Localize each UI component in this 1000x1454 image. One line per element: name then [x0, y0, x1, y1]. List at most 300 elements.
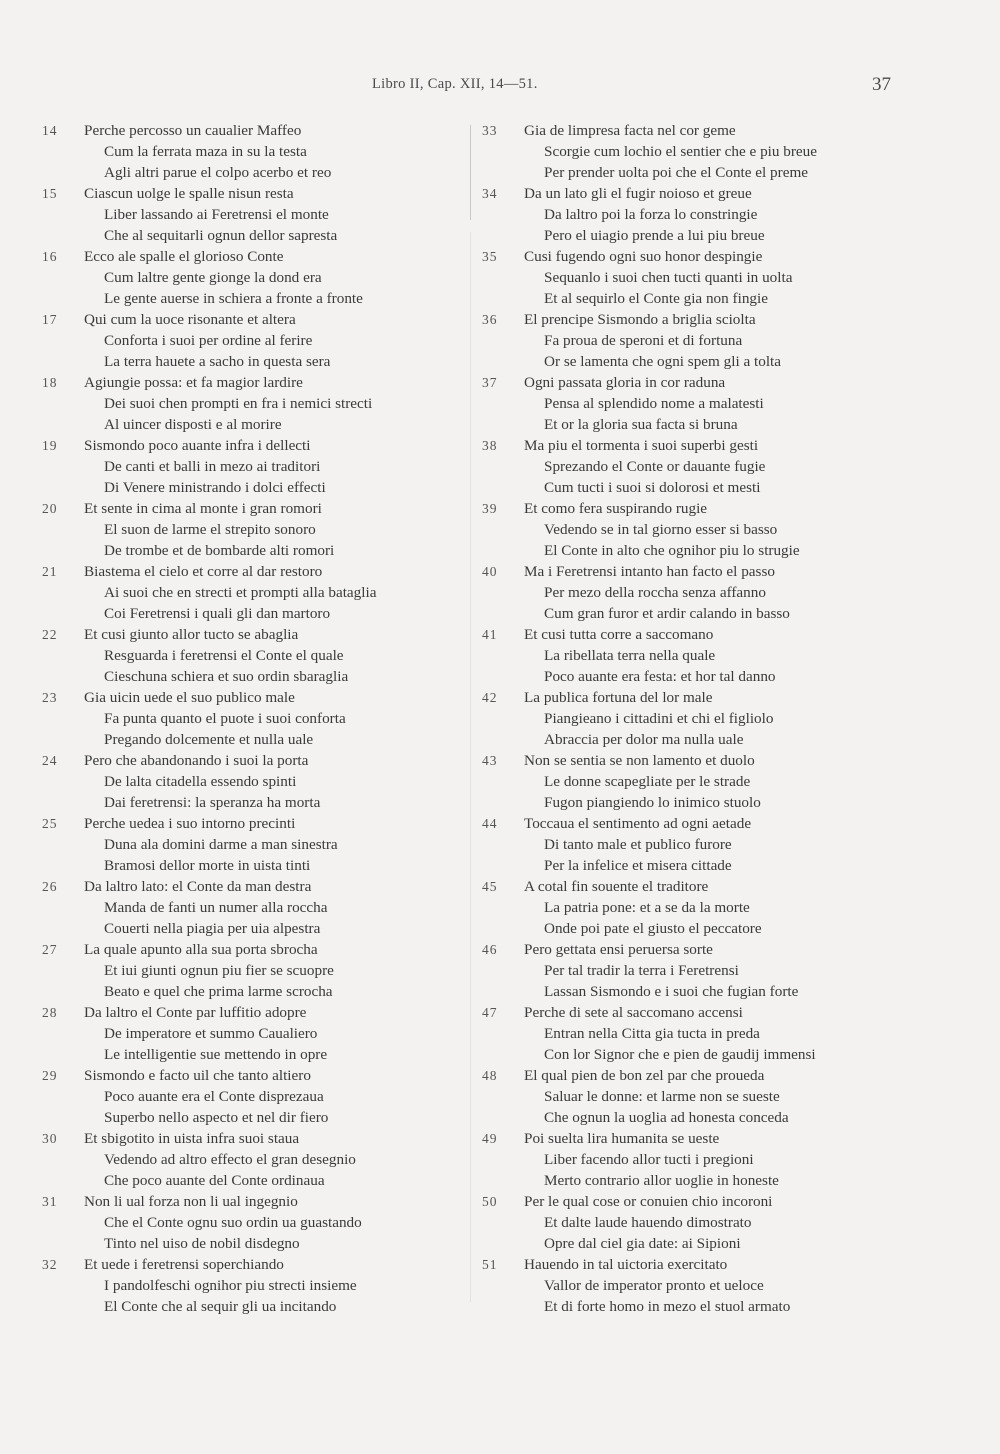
- verse-text: A cotal fin souente el traditore: [524, 878, 709, 895]
- running-head: Libro II, Cap. XII, 14—51.: [372, 76, 538, 92]
- verse-line: [42, 183, 472, 204]
- verse-text: Duna ala domini darme a man sinestra: [104, 836, 338, 853]
- stanza-number: 17: [42, 312, 58, 327]
- verse-line: [42, 372, 472, 393]
- verse-text: Et iui giunti ognun piu fier se scuopre: [104, 962, 334, 979]
- stanza-number: 30: [42, 1131, 58, 1146]
- stanza: [42, 120, 472, 183]
- verse-text: Pero gettata ensi peruersa sorte: [524, 941, 713, 958]
- verse-line: [42, 519, 472, 540]
- verse-text: Coi Feretrensi i quali gli dan martoro: [104, 605, 331, 622]
- verse-text: De canti et balli in mezo ai traditori: [104, 458, 321, 475]
- stanza: [42, 183, 472, 246]
- verse-line: [482, 435, 922, 456]
- verse-text: Ma piu el tormenta i suoi superbi gesti: [524, 437, 759, 454]
- verse-text: Cusi fugendo ogni suo honor despingie: [524, 248, 763, 265]
- stanza: [42, 435, 472, 498]
- verse-line: [42, 624, 472, 645]
- verse-text: Tinto nel uiso de nobil disdegno: [104, 1235, 300, 1252]
- verse-line: [482, 1002, 922, 1023]
- verse-line: [42, 1191, 472, 1212]
- verse-text: Scorgie cum lochio el sentier che e piu breue: [544, 143, 817, 160]
- verse-text: Da laltro el Conte par luffitio adopre: [84, 1004, 307, 1021]
- verse-text: Fa punta quanto el puote i suoi conforta: [104, 710, 346, 727]
- verse-text: De imperatore et summo Caualiero: [104, 1025, 318, 1042]
- stanza: [482, 624, 922, 687]
- verse-line: [42, 582, 472, 603]
- stanza: [42, 372, 472, 435]
- verse-line: [42, 960, 472, 981]
- stanza: [42, 687, 472, 750]
- verse-text: Ciascun uolge le spalle nisun resta: [84, 185, 294, 202]
- verse-text: Resguarda i feretrensi el Conte el quale: [104, 647, 344, 664]
- verse-line: [482, 393, 922, 414]
- verse-line: [42, 771, 472, 792]
- verse-text: Le donne scapegliate per le strade: [544, 773, 751, 790]
- verse-line: [482, 1044, 922, 1065]
- verse-text: Per le qual cose or conuien chio incoroni: [524, 1193, 773, 1210]
- verse-line: [482, 1128, 922, 1149]
- verse-text: La ribellata terra nella quale: [544, 647, 716, 664]
- stanza: [42, 1065, 472, 1128]
- verse-line: [482, 477, 922, 498]
- verse-text: Sequanlo i suoi chen tucti quanti in uolta: [544, 269, 793, 286]
- verse-line: [482, 540, 922, 561]
- verse-line: [42, 225, 472, 246]
- verse-line: [42, 498, 472, 519]
- verse-line: [482, 267, 922, 288]
- verse-line: [482, 309, 922, 330]
- stanza-number: 32: [42, 1257, 58, 1272]
- verse-line: [482, 372, 922, 393]
- verse-line: [482, 981, 922, 1002]
- verse-line: [482, 876, 922, 897]
- verse-line: [42, 981, 472, 1002]
- verse-text: Che al sequitarli ognun dellor sapresta: [104, 227, 338, 244]
- stanza-number: 46: [482, 942, 498, 957]
- stanza-number: 16: [42, 249, 58, 264]
- verse-text: Che el Conte ognu suo ordin ua guastando: [104, 1214, 362, 1231]
- verse-line: [482, 246, 922, 267]
- verse-text: Couerti nella piagia per uia alpestra: [104, 920, 321, 937]
- stanza-number: 39: [482, 501, 498, 516]
- verse-text: Et cusi giunto allor tucto se abaglia: [84, 626, 299, 643]
- verse-text: Et or la gloria sua facta si bruna: [544, 416, 738, 433]
- verse-text: Sismondo poco auante infra i dellecti: [84, 437, 311, 454]
- verse-text: Al uincer disposti e al morire: [104, 416, 282, 433]
- stanza: [482, 1191, 922, 1254]
- stanza-number: 21: [42, 564, 58, 579]
- page-header: [0, 76, 1000, 100]
- verse-text: Vedendo ad altro effecto el gran desegnio: [104, 1151, 356, 1168]
- stanza-number: 31: [42, 1194, 58, 1209]
- stanza: [482, 939, 922, 1002]
- verse-line: [42, 1023, 472, 1044]
- verse-text: Hauendo in tal uictoria exercitato: [524, 1256, 728, 1273]
- verse-text: Opre dal ciel gia date: ai Sipioni: [544, 1235, 741, 1252]
- stanza: [482, 687, 922, 750]
- verse-text: Ogni passata gloria in cor raduna: [524, 374, 726, 391]
- verse-line: [482, 750, 922, 771]
- verse-text: Agli altri parue el colpo acerbo et reo: [104, 164, 332, 181]
- verse-line: [42, 288, 472, 309]
- verse-text: Per mezo della roccha senza affanno: [544, 584, 766, 601]
- verse-text: La quale apunto alla sua porta sbrocha: [84, 941, 318, 958]
- stanza: [42, 1002, 472, 1065]
- verse-line: [42, 540, 472, 561]
- verse-text: El Conte che al sequir gli ua incitando: [104, 1298, 337, 1315]
- verse-text: Perche di sete al saccomano accensi: [524, 1004, 743, 1021]
- stanza: [482, 750, 922, 813]
- stanza: [42, 624, 472, 687]
- verse-text: Vallor de imperator pronto et ueloce: [544, 1277, 764, 1294]
- verse-line: [482, 645, 922, 666]
- stanza: [482, 1254, 922, 1317]
- verse-text: Agiungie possa: et fa magior lardire: [84, 374, 303, 391]
- verse-line: [482, 771, 922, 792]
- verse-text: Di tanto male et publico furore: [544, 836, 732, 853]
- verse-line: [482, 1149, 922, 1170]
- stanza: [42, 750, 472, 813]
- stanza-number: 47: [482, 1005, 498, 1020]
- verse-line: [42, 477, 472, 498]
- verse-line: [482, 834, 922, 855]
- stanza: [42, 246, 472, 309]
- verse-line: [482, 960, 922, 981]
- verse-text: Gia uicin uede el suo publico male: [84, 689, 295, 706]
- verse-line: [482, 603, 922, 624]
- verse-text: Cum gran furor et ardir calando in basso: [544, 605, 790, 622]
- verse-line: [482, 414, 922, 435]
- verse-text: Piangieano i cittadini et chi el figliolo: [544, 710, 774, 727]
- verse-line: [42, 855, 472, 876]
- verse-text: Cieschuna schiera et suo ordin sbaraglia: [104, 668, 349, 685]
- verse-line: [42, 1296, 472, 1317]
- verse-line: [482, 456, 922, 477]
- verse-line: [42, 834, 472, 855]
- verse-line: [482, 120, 922, 141]
- verse-line: [42, 729, 472, 750]
- verse-text: Per tal tradir la terra i Feretrensi: [544, 962, 739, 979]
- stanza-number: 37: [482, 375, 498, 390]
- verse-line: [482, 813, 922, 834]
- verse-line: [482, 666, 922, 687]
- verse-text: La patria pone: et a se da la morte: [544, 899, 750, 916]
- verse-text: Et sbigotito in uista infra suoi staua: [84, 1130, 300, 1147]
- stanza-number: 40: [482, 564, 498, 579]
- verse-text: Perche uedea i suo intorno precinti: [84, 815, 296, 832]
- verse-line: [482, 162, 922, 183]
- verse-text: Non se sentia se non lamento et duolo: [524, 752, 755, 769]
- verse-text: Da un lato gli el fugir noioso et greue: [524, 185, 752, 202]
- verse-text: Pero el uiagio prende a lui piu breue: [544, 227, 765, 244]
- page-number: 37: [872, 74, 891, 95]
- verse-text: Per la infelice et misera cittade: [544, 857, 732, 874]
- right-column: [482, 120, 922, 1317]
- verse-line: [42, 1170, 472, 1191]
- stanza-number: 15: [42, 186, 58, 201]
- left-column: [42, 120, 472, 1317]
- verse-line: [42, 687, 472, 708]
- stanza: [482, 813, 922, 876]
- verse-line: [482, 1086, 922, 1107]
- verse-line: [42, 1275, 472, 1296]
- verse-text: Pensa al splendido nome a malatesti: [544, 395, 764, 412]
- stanza: [42, 1128, 472, 1191]
- stanza: [42, 561, 472, 624]
- verse-text: Da laltro poi la forza lo constringie: [544, 206, 758, 223]
- stanza: [482, 309, 922, 372]
- verse-line: [482, 351, 922, 372]
- verse-line: [482, 519, 922, 540]
- verse-line: [42, 918, 472, 939]
- stanza: [42, 939, 472, 1002]
- verse-line: [42, 351, 472, 372]
- verse-line: [42, 1212, 472, 1233]
- verse-line: [482, 498, 922, 519]
- verse-line: [482, 1254, 922, 1275]
- verse-text: Perche percosso un caualier Maffeo: [84, 122, 302, 139]
- stanza: [482, 1128, 922, 1191]
- verse-text: Dei suoi chen prompti en fra i nemici strecti: [104, 395, 373, 412]
- verse-line: [42, 435, 472, 456]
- stanza-number: 44: [482, 816, 498, 831]
- stanza: [482, 120, 922, 183]
- verse-line: [42, 414, 472, 435]
- verse-line: [482, 729, 922, 750]
- verse-line: [42, 141, 472, 162]
- verse-text: Cum tucti i suoi si dolorosi et mesti: [544, 479, 761, 496]
- stanza-number: 20: [42, 501, 58, 516]
- stanza: [482, 372, 922, 435]
- verse-text: Ecco ale spalle el glorioso Conte: [84, 248, 284, 265]
- stanza: [42, 1254, 472, 1317]
- verse-line: [42, 876, 472, 897]
- verse-text: Poi suelta lira humanita se ueste: [524, 1130, 720, 1147]
- verse-line: [482, 582, 922, 603]
- verse-text: Poco auante era festa: et hor tal danno: [544, 668, 776, 685]
- verse-text: Beato e quel che prima larme scrocha: [104, 983, 333, 1000]
- verse-line: [482, 624, 922, 645]
- verse-text: Le gente auerse in schiera a fronte a fronte: [104, 290, 363, 307]
- verse-line: [482, 1107, 922, 1128]
- stanza: [482, 561, 922, 624]
- verse-line: [42, 267, 472, 288]
- verse-line: [42, 792, 472, 813]
- verse-text: Et dalte laude hauendo dimostrato: [544, 1214, 752, 1231]
- stanza: [482, 435, 922, 498]
- stanza-number: 24: [42, 753, 58, 768]
- verse-line: [482, 897, 922, 918]
- stanza-number: 23: [42, 690, 58, 705]
- stanza-number: 19: [42, 438, 58, 453]
- verse-text: Vedendo se in tal giorno esser si basso: [544, 521, 778, 538]
- verse-text: Onde poi pate el giusto el peccatore: [544, 920, 762, 937]
- verse-line: [482, 1275, 922, 1296]
- verse-text: Da laltro lato: el Conte da man destra: [84, 878, 312, 895]
- verse-text: Superbo nello aspecto et nel dir fiero: [104, 1109, 329, 1126]
- verse-line: [482, 1212, 922, 1233]
- verse-line: [42, 456, 472, 477]
- stanza: [482, 1065, 922, 1128]
- verse-text: Or se lamenta che ogni spem gli a tolta: [544, 353, 782, 370]
- stanza-number: 28: [42, 1005, 58, 1020]
- verse-line: [42, 309, 472, 330]
- verse-line: [42, 708, 472, 729]
- verse-line: [42, 1149, 472, 1170]
- verse-text: Conforta i suoi per ordine al ferire: [104, 332, 313, 349]
- verse-line: [42, 1128, 472, 1149]
- verse-text: Sprezando el Conte or dauante fugie: [544, 458, 766, 475]
- verse-text: Et como fera suspirando rugie: [524, 500, 708, 517]
- verse-text: Dai feretrensi: la speranza ha morta: [104, 794, 321, 811]
- verse-line: [482, 687, 922, 708]
- verse-text: Cum la ferrata maza in su la testa: [104, 143, 307, 160]
- verse-text: Toccaua el sentimento ad ogni aetade: [524, 815, 752, 832]
- verse-text: De trombe et de bombarde alti romori: [104, 542, 335, 559]
- stanza-number: 33: [482, 123, 498, 138]
- verse-text: I pandolfeschi ognihor piu strecti insieme: [104, 1277, 357, 1294]
- verse-line: [42, 162, 472, 183]
- verse-text: Che ognun la uoglia ad honesta conceda: [544, 1109, 789, 1126]
- verse-line: [482, 141, 922, 162]
- verse-line: [42, 603, 472, 624]
- stanza: [482, 498, 922, 561]
- verse-line: [42, 1107, 472, 1128]
- verse-text: Merto contrario allor uoglie in honeste: [544, 1172, 779, 1189]
- verse-line: [482, 792, 922, 813]
- stanza-number: 22: [42, 627, 58, 642]
- stanza-number: 48: [482, 1068, 498, 1083]
- verse-line: [42, 120, 472, 141]
- verse-line: [42, 1254, 472, 1275]
- stanza-number: 29: [42, 1068, 58, 1083]
- verse-text: Et cusi tutta corre a saccomano: [524, 626, 714, 643]
- stanza: [482, 183, 922, 246]
- stanza: [42, 309, 472, 372]
- verse-text: Ai suoi che en strecti et prompti alla bataglia: [104, 584, 377, 601]
- stanza-number: 18: [42, 375, 58, 390]
- verse-text: Et al sequirlo el Conte gia non fingie: [544, 290, 768, 307]
- verse-line: [42, 666, 472, 687]
- verse-text: El qual pien de bon zel par che proueda: [524, 1067, 765, 1084]
- verse-text: El Conte in alto che ognihor piu lo strugie: [544, 542, 800, 559]
- verse-line: [42, 750, 472, 771]
- stanza-number: 14: [42, 123, 58, 138]
- verse-text: El suon de larme el strepito sonoro: [104, 521, 316, 538]
- verse-text: Bramosi dellor morte in uista tinti: [104, 857, 311, 874]
- verse-text: Liber lassando ai Feretrensi el monte: [104, 206, 329, 223]
- stanza: [482, 246, 922, 309]
- verse-line: [42, 1044, 472, 1065]
- verse-line: [482, 1191, 922, 1212]
- verse-text: Sismondo e facto uil che tanto altiero: [84, 1067, 311, 1084]
- verse-line: [482, 561, 922, 582]
- stanza-number: 36: [482, 312, 498, 327]
- verse-line: [42, 1065, 472, 1086]
- verse-text: Biastema el cielo et corre al dar restoro: [84, 563, 323, 580]
- verse-text: Lassan Sismondo e i suoi che fugian forte: [544, 983, 799, 1000]
- stanza-number: 26: [42, 879, 58, 894]
- verse-line: [482, 1023, 922, 1044]
- verse-line: [482, 183, 922, 204]
- verse-line: [482, 1233, 922, 1254]
- verse-text: Poco auante era el Conte disprezaua: [104, 1088, 324, 1105]
- verse-text: Fa proua de speroni et di fortuna: [544, 332, 743, 349]
- stanza: [42, 1191, 472, 1254]
- verse-line: [482, 708, 922, 729]
- verse-text: Qui cum la uoce risonante et altera: [84, 311, 296, 328]
- verse-line: [42, 645, 472, 666]
- verse-text: Le intelligentie sue mettendo in opre: [104, 1046, 328, 1063]
- verse-text: Et di forte homo in mezo el stuol armato: [544, 1298, 791, 1315]
- verse-text: Pero che abandonando i suoi la porta: [84, 752, 309, 769]
- verse-line: [482, 204, 922, 225]
- stanza-number: 34: [482, 186, 498, 201]
- verse-line: [42, 897, 472, 918]
- verse-line: [42, 246, 472, 267]
- verse-text: Manda de fanti un numer alla roccha: [104, 899, 328, 916]
- verse-text: Per prender uolta poi che el Conte el preme: [544, 164, 808, 181]
- verse-text: De lalta citadella essendo spinti: [104, 773, 297, 790]
- verse-line: [482, 855, 922, 876]
- verse-text: La terra hauete a sacho in questa sera: [104, 353, 331, 370]
- verse-line: [482, 330, 922, 351]
- stanza-number: 49: [482, 1131, 498, 1146]
- stanza-number: 43: [482, 753, 498, 768]
- verse-line: [482, 225, 922, 246]
- verse-text: Abraccia per dolor ma nulla uale: [544, 731, 744, 748]
- verse-line: [482, 288, 922, 309]
- stanza-number: 38: [482, 438, 498, 453]
- verse-line: [482, 918, 922, 939]
- verse-text: Pregando dolcemente et nulla uale: [104, 731, 314, 748]
- stanza-number: 35: [482, 249, 498, 264]
- stanza-number: 27: [42, 942, 58, 957]
- verse-line: [482, 1296, 922, 1317]
- verse-text: La publica fortuna del lor male: [524, 689, 713, 706]
- stanza: [42, 876, 472, 939]
- verse-text: Di Venere ministrando i dolci effecti: [104, 479, 326, 496]
- verse-line: [42, 204, 472, 225]
- stanza-number: 45: [482, 879, 498, 894]
- verse-text: Et sente in cima al monte i gran romori: [84, 500, 322, 517]
- stanza: [482, 1002, 922, 1065]
- stanza: [42, 813, 472, 876]
- verse-text: Cum laltre gente gionge la dond era: [104, 269, 322, 286]
- verse-line: [482, 939, 922, 960]
- verse-line: [482, 1065, 922, 1086]
- verse-line: [482, 1170, 922, 1191]
- verse-text: Gia de limpresa facta nel cor geme: [524, 122, 736, 139]
- verse-text: Fugon piangiendo lo inimico stuolo: [544, 794, 761, 811]
- verse-text: Saluar le donne: et larme non se sueste: [544, 1088, 780, 1105]
- verse-text: Che poco auante del Conte ordinaua: [104, 1172, 325, 1189]
- verse-text: Liber facendo allor tucti i pregioni: [544, 1151, 754, 1168]
- stanza-number: 51: [482, 1257, 498, 1272]
- verse-text: Con lor Signor che e pien de gaudij immensi: [544, 1046, 816, 1063]
- stanza-number: 41: [482, 627, 498, 642]
- verse-text: Entran nella Citta gia tucta in preda: [544, 1025, 760, 1042]
- verse-line: [42, 330, 472, 351]
- stanza-number: 42: [482, 690, 498, 705]
- verse-text: Ma i Feretrensi intanto han facto el passo: [524, 563, 775, 580]
- verse-line: [42, 561, 472, 582]
- verse-line: [42, 1002, 472, 1023]
- stanza: [482, 876, 922, 939]
- verse-line: [42, 813, 472, 834]
- verse-text: Et uede i feretrensi soperchiando: [84, 1256, 284, 1273]
